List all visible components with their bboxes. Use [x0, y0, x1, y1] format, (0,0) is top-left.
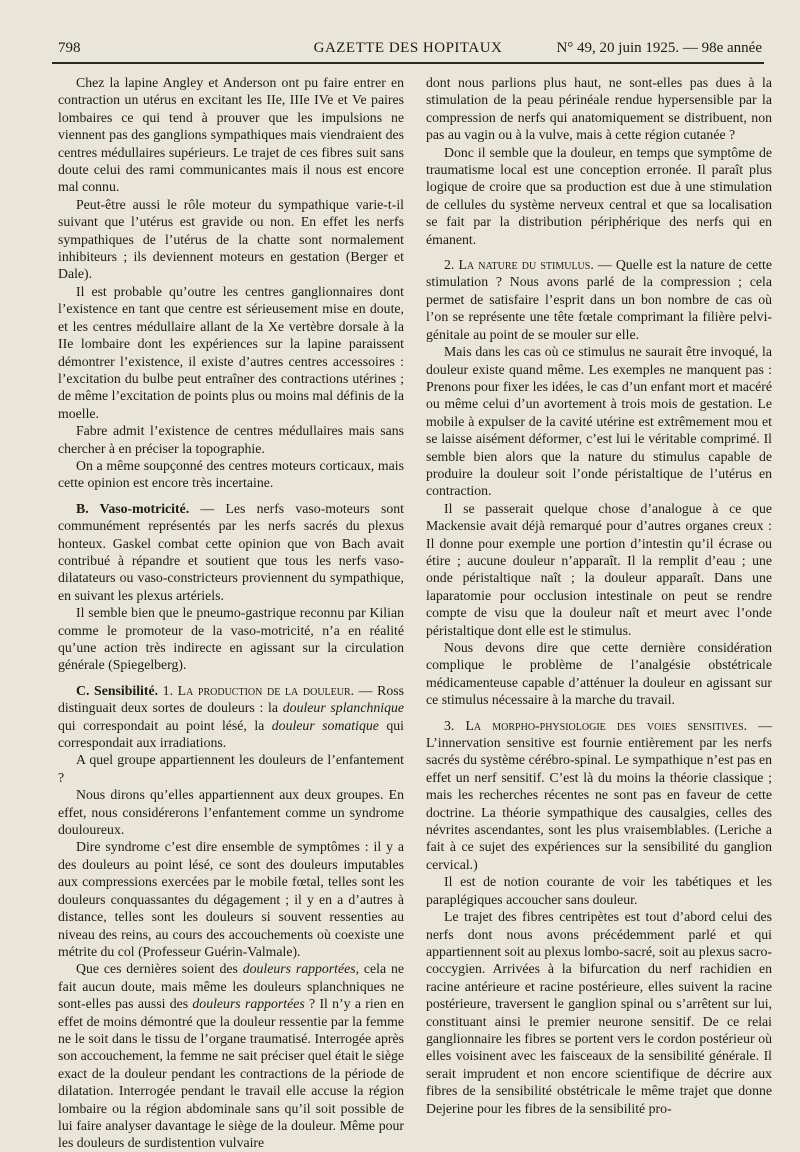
page-number: 798: [58, 40, 81, 56]
paragraph: [58, 960, 404, 1151]
section-heading: C. Sensibilité.: [76, 682, 159, 698]
italic-term: douleur splanchnique: [282, 700, 404, 716]
italic-term: douleurs rapportées,: [242, 961, 360, 977]
paragraph-text: — Ross distinguait deux sortes de douleurs : la: [58, 682, 404, 716]
subsection-heading: 1. La production de la douleur.: [162, 682, 355, 698]
paragraph-text: — Les nerfs vaso-moteurs sont communément représentés par les nerfs sacrés du plexus honteux. Gaskel combat cette opinion que von Bach avait contribué à répandre et soutient que tous les nerfs vaso-dilatateurs ou vaso-constricteurs proviennent du sympathique, en suivant les plexus artériels.: [58, 500, 404, 603]
paragraph: Chez la lapine Angley et Anderson ont pu faire entrer en contraction un utérus en excitant les IIe, IIIe IVe et Ve paires lombaires ce qui tend à prouver que les impulsions ne viennent pas des ganglions sympathiques mais viendraient des centres médullaires supérieurs. Le trajet de ces fibres suit sans doute celui des rami communicantes mais il nous est encore mal connu.: [58, 75, 404, 195]
subsection-heading: 2. La nature du stimulus.: [444, 257, 594, 273]
italic-term: douleurs rapportées: [192, 996, 305, 1012]
paragraph: On a même soupçonné des centres moteurs corticaux, mais cette opinion est encore très incertaine.: [58, 457, 404, 491]
paragraph-text: qui correspondait au point lésé, la: [58, 717, 272, 733]
paragraph-text: ? Il n’y a rien en effet de moins démontré que la douleur ressentie par la femme ne le soit dans le tissu de l’organe traumatisé. Interrogée après son accouchement, la femme ne sait préciser quel était le siège exact de la douleur pendant les contractions de la période de dilatation. Interrogée pendant le travail elle accuse la région lombaire ou la région abdominale sans qu’il soit possible de lui faire analyser davantage le siège de la douleur. Même pour les douleurs de surdistention vulvaire: [58, 996, 404, 1151]
paragraph: A quel groupe appartiennent les douleurs de l’enfantement ?: [58, 752, 404, 785]
paragraph-text: Que ces dernières soient des: [76, 961, 243, 977]
paragraph-text: — L’innervation sensitive est fournie entièrement par les nerfs sacrés du système cérébro-spinal. Le sympathique n’est pas en effet un nerf sensitif. C’est là du moins la théorie classique ; mais les recherches récentes ne sont pas en faveur de cette doctrine. La théorie sympathique des causalgies, celles des névrites ascendantes, sont les plus vraisemblables. (Leriche a fait à ce sujet des expériences sur la sensibilité du ganglion cervical.): [426, 717, 772, 872]
journal-title: GAZETTE DES HOPITAUX: [313, 40, 503, 56]
left-column: [58, 74, 404, 1152]
subsection-nature-stimulus: [426, 256, 772, 343]
paragraph: dont nous parlions plus haut, ne sont-elles pas dues à la stimulation de la peau périnéale rendue hypersensible par la compression de nerfs qui anatomiquement se distribuent, non pas au vagin ou à la vulve, mais à cette région cutanée ?: [426, 75, 772, 143]
paragraph: Il se passerait quelque chose d’analogue à ce que Mackensie avait déjà remarqué pour d’autres organes creux : Il donne pour exemple une portion d’intestin qu’il écrase ou étire ; aucune douleur n’apparaît. Il la remplit d’eau ; une onde péristaltique naît ; la douleur apparaît. Dans une laparatomie pour occlusion intestinale on peut se rendre compte de visu que la douleur naît et meurt avec l’onde péristaltique dont elle est le stimulus.: [426, 500, 772, 638]
running-header: [52, 36, 764, 64]
section-heading: B. Vaso-motricité.: [76, 500, 190, 516]
paragraph-text: — Quelle est la nature de cette stimulation ? Nous avons parlé de la compression ; cela permet de satisfaire l’esprit dans un bon nombre de cas où l’on se représente une tête fœtale comprimant la filière pelvi-génitale au point de se mouler sur elle.: [426, 257, 772, 342]
paragraph: Fabre admit l’existence de centres médullaires mais sans chercher à en préciser la topographie.: [58, 423, 404, 456]
issue-info: N° 49, 20 juin 1925. — 98e année: [556, 40, 762, 56]
italic-term: douleur somatique: [271, 717, 379, 733]
section-vaso-motricite: [58, 500, 404, 604]
paragraph: Dire syndrome c’est dire ensemble de symptômes : il y a des douleurs au point lésé, ce sont des douleurs imputables aux compressions exercées par le mobile fœtal, telles sont les douleurs conquassantes du dégagement ; il y en a d’autres à distance, telles sont les douleurs si souvent ressenties au niveau des reins, au cours des accouchements où coexiste une métrite du col (Professeur Guérin-Valmale).: [58, 839, 404, 959]
paragraph: Peut-être aussi le rôle moteur du sympathique varie-t-il suivant que l’utérus est gravide ou non. En effet les nerfs sympathiques de l’utérus de la chatte sont normalement inhibiteurs ; ils deviennent moteurs en gestation (Berger et Dale).: [58, 196, 404, 282]
paragraph: Il est de notion courante de voir les tabétiques et les paraplégiques accoucher sans douleur.: [426, 874, 772, 907]
subsection-heading: 3. La morpho-physiologie des voies sensitives.: [444, 717, 748, 733]
paragraph-text: qui correspondait aux irradiations.: [58, 717, 404, 751]
section-sensibilite: [58, 682, 404, 752]
subsection-voies-sensitives: [426, 717, 772, 874]
paragraph: Il est probable qu’outre les centres ganglionnaires dont l’existence en tant que centre est sérieusement mise en doute, et les centres médullaire allant de la Xe vertèbre dorsale à la IIe lombaire dont les expériences sur la lapine paraissent démontrer l’existence, il existe d’autres centres accessoires : l’excitation du bulbe peut entraîner des contractions utérines ; de même l’excitation de points plus ou moins mal définis de la moelle.: [58, 283, 404, 421]
paragraph: Il semble bien que le pneumo-gastrique reconnu par Kilian comme le promoteur de la vaso-motricité, n’a en réalité qu’une action très indirecte en agissant sur la circulation générale (Spiegelberg).: [58, 605, 404, 673]
paragraph-text: cela ne fait aucun doute, mais même les douleurs splanchniques ne sont-elles pas aussi des: [58, 961, 404, 1012]
paragraph: Donc il semble que la douleur, en temps que symptôme de traumatisme local est une conception erronée. Il paraît plus logique de croire que sa production est due à une stimulation de cellules du système nerveux central et que sa localisation se fait par la distribution périphérique des nerfs qui en émanent.: [426, 144, 772, 247]
paragraph: Nous devons dire que cette dernière considération complique le problème de l’analgésie obstétricale médicamenteuse capable d’atténuer la douleur en agissant sur ce stimulus nécessaire à la marche du travail.: [426, 640, 772, 708]
paragraph: Nous dirons qu’elles appartiennent aux deux groupes. En effet, nous considérerons l’enfantement comme un syndrome douloureux.: [58, 787, 404, 838]
paragraph: Mais dans les cas où ce stimulus ne saurait être invoqué, la douleur existe quand même. Les exemples ne manquent pas : Prenons pour fixer les idées, le cas d’un enfant mort et macéré ou même celui d’un avortement à trois mois de gestation. Le mobile à expulser de la cavité utérine est extrêmement mou et se laisse aisément déformer, c’est lui le véritable comprimé. Il semble bien alors que la nature du stimulus capable de produire la douleur soit l’onde péristaltique de l’utérus en contraction.: [426, 344, 772, 499]
right-column: [426, 74, 772, 1117]
paragraph: Le trajet des fibres centripètes est tout d’abord celui des nerfs dont nous avons précédemment parlé et qui appartiennent soit au plexus lombo-sacré, soit au plexus sacro-coccygien. Arrivées à la bifurcation du nerf rachidien en racine antérieure et racine postérieure, elles suivent la racine postérieure, traversent le ganglion spinal ou s’arrêtent sur lui, constituant ainsi le premier neurone sensitif. De ce relai ganglionnaire les fibres se portent vers le cordon postérieur où elles voisinent avec les faisceaux de la sensibilité générale. Il serait imprudent et non encore scientifique de décrire aux fibres de la sensibilité obstétricale le même trajet que donne Dejerine pour les fibres de la sensibilité pro-: [426, 909, 772, 1116]
